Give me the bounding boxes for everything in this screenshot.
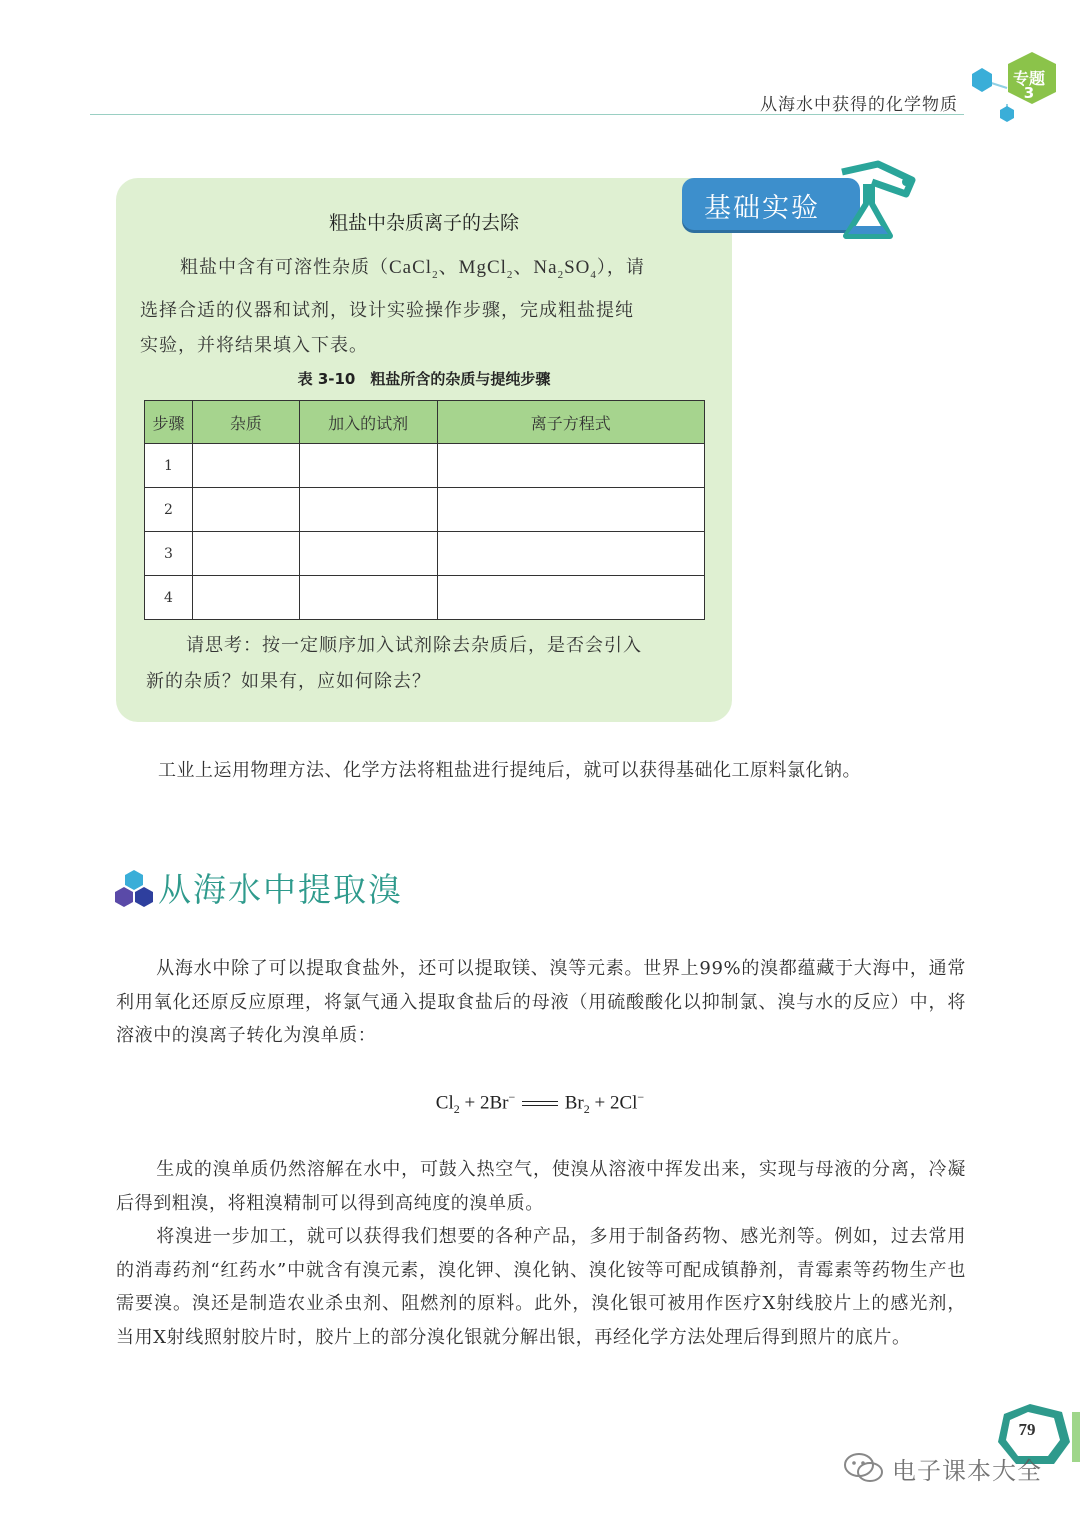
reagent-cell[interactable] bbox=[299, 576, 437, 620]
paragraph-text: 将溴进一步加工，就可以获得我们想要的各种产品，多用于制备药物、感光剂等。例如，过去常用的消毒药剂“红药水”中就含有溴元素，溴化钾、溴化钠、溴化铵等可配成镇静剂，青霉素等药物生产也需要溴。溴还是制造农业杀虫剂、阻燃剂的原料。此外，溴化银可被用作医疗X射线胶片上的感光剂，当用X射线照射胶片时，胶片上的部分溴化银就分解出银，再经化学方法处理后得到照片的底片。 bbox=[116, 1226, 966, 1348]
badge-number: 3 bbox=[1023, 84, 1035, 102]
table-row bbox=[145, 444, 705, 488]
think-question bbox=[146, 628, 712, 700]
industry-paragraph: 工业上运用物理方法、化学方法将粗盐进行提纯后，就可以获得基础化工原料氯化钠。 bbox=[158, 760, 861, 781]
paragraph bbox=[116, 952, 966, 1053]
experiment-body-line2: 选择合适的仪器和试剂，设计实验操作步骤，完成粗盐提纯 bbox=[140, 299, 634, 321]
cube-cluster-icon bbox=[114, 868, 154, 908]
table-caption: 表 3-10 粗盐所含的杂质与提纯步骤 bbox=[297, 370, 551, 388]
column-header-reagent: 加入的试剂 bbox=[299, 401, 437, 444]
reagent-cell[interactable] bbox=[299, 532, 437, 576]
chemical-equation: $Cl_2 + 2Br^-$ $Br_2 + 2Cl^-$ bbox=[435, 1090, 645, 1117]
experiment-title: 粗盐中杂质离子的去除 bbox=[328, 212, 519, 234]
impurity-cell[interactable] bbox=[192, 576, 299, 620]
chapter-subtitle: 从海水中获得的化学物质 bbox=[760, 95, 958, 115]
column-header-equation: 离子方程式 bbox=[437, 401, 705, 444]
wechat-icon bbox=[842, 1450, 886, 1486]
experiment-body-line3: 实验，并将结果填入下表。 bbox=[140, 334, 368, 356]
impurity-cell[interactable] bbox=[192, 444, 299, 488]
equation-cell[interactable] bbox=[437, 444, 705, 488]
experiment-body-line1-prefix: 粗盐中含有可溶性杂质（ bbox=[180, 257, 389, 278]
section-title: 从海水中提取溴 bbox=[158, 870, 403, 909]
badge-label: 专题 bbox=[1012, 69, 1045, 88]
experiment-body-line1-suffix: ），请 bbox=[596, 257, 645, 278]
purification-table bbox=[144, 400, 705, 620]
page-number: 79 bbox=[1018, 1420, 1036, 1439]
table-row bbox=[145, 576, 705, 620]
table-row bbox=[145, 532, 705, 576]
reagent-cell[interactable] bbox=[299, 444, 437, 488]
step-number: 3 bbox=[145, 532, 193, 576]
impurity-cell[interactable] bbox=[192, 532, 299, 576]
step-number: 1 bbox=[145, 444, 193, 488]
think-line2: 新的杂质？如果有，应如何除去？ bbox=[146, 671, 431, 692]
think-line1: 请思考：按一定顺序加入试剂除去杂质后，是否会引入 bbox=[186, 635, 642, 656]
step-number: 4 bbox=[145, 576, 193, 620]
paragraph-text: 生成的溴单质仍然溶解在水中，可鼓入热空气，使溴从溶液中挥发出来，实现与母液的分离，冷凝后得到粗溴，将粗溴精制可以得到高纯度的溴单质。 bbox=[116, 1159, 966, 1214]
column-header-impurity: 杂质 bbox=[192, 401, 299, 444]
experiment-instructions bbox=[140, 250, 712, 363]
paragraph bbox=[116, 1220, 966, 1354]
experiment-tag-label: 基础实验 bbox=[704, 193, 820, 224]
paragraph-text: 从海水中除了可以提取食盐外，还可以提取镁、溴等元素。世界上99%的溴都蕴藏于大海中，通常利用氧化还原反应原理，将氯气通入提取食盐后的母液（用硫酸酸化以抑制氯、溴与水的反应）中，将溶液中的溴离子转化为溴单质： bbox=[116, 958, 966, 1046]
paragraph bbox=[116, 1153, 966, 1220]
equation-cell[interactable] bbox=[437, 532, 705, 576]
equation-cell[interactable] bbox=[437, 488, 705, 532]
flask-icon bbox=[832, 160, 916, 244]
step-number: 2 bbox=[145, 488, 193, 532]
impurity-formulas: CaCl$_2$、MgCl$_2$、$Na_2SO_4$ bbox=[389, 257, 597, 281]
impurity-cell[interactable] bbox=[192, 488, 299, 532]
equation-cell[interactable] bbox=[437, 576, 705, 620]
column-header-step: 步骤 bbox=[145, 401, 193, 444]
table-header-row bbox=[145, 401, 705, 444]
table-row bbox=[145, 488, 705, 532]
watermark: 电子课本大全 bbox=[892, 1457, 1042, 1485]
reagent-cell[interactable] bbox=[299, 488, 437, 532]
